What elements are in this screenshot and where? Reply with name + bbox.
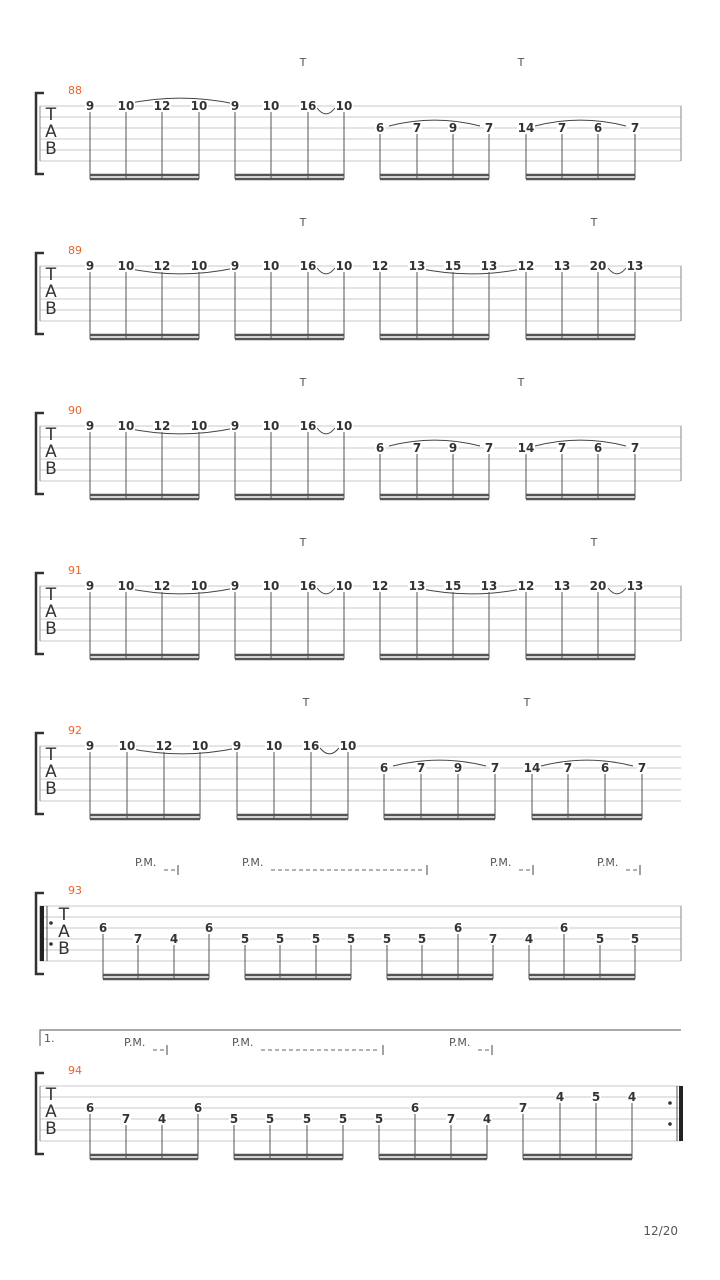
fret-number: 6 <box>98 921 108 935</box>
tap-marker: T <box>299 216 307 229</box>
fret-number: 14 <box>517 441 535 455</box>
tab-clef-letter: A <box>45 762 57 782</box>
tab-clef-letter: A <box>45 1102 57 1122</box>
tab-clef-letter: A <box>45 602 57 622</box>
fret-number: 12 <box>517 259 535 273</box>
fret-number: 7 <box>630 121 640 135</box>
measure-number: 94 <box>68 1064 82 1077</box>
fret-number: 12 <box>153 579 171 593</box>
fret-number: 5 <box>595 932 605 946</box>
tap-marker: T <box>299 376 307 389</box>
fret-number: 9 <box>230 419 240 433</box>
fret-number: 10 <box>190 259 208 273</box>
fret-number: 5 <box>265 1112 275 1126</box>
slur <box>393 760 486 766</box>
fret-number: 6 <box>193 1101 203 1115</box>
fret-number: 5 <box>302 1112 312 1126</box>
repeat-dot <box>668 1101 672 1105</box>
tab-clef-letter: T <box>45 585 57 605</box>
palm-mute-label: P.M. <box>490 856 512 869</box>
fret-number: 9 <box>230 579 240 593</box>
fret-number: 10 <box>335 419 353 433</box>
fret-number: 10 <box>190 579 208 593</box>
fret-number: 5 <box>374 1112 384 1126</box>
fret-number: 16 <box>299 419 317 433</box>
fret-number: 5 <box>311 932 321 946</box>
slur <box>417 268 526 274</box>
palm-mute-label: P.M. <box>597 856 619 869</box>
palm-mute-label: P.M. <box>232 1036 254 1049</box>
tap-marker: T <box>299 536 307 549</box>
fret-number: 7 <box>563 761 573 775</box>
tab-clef-letter: T <box>45 265 57 285</box>
fret-number: 12 <box>371 579 389 593</box>
palm-mute-label: P.M. <box>135 856 157 869</box>
fret-number: 10 <box>262 259 280 273</box>
fret-number: 10 <box>262 579 280 593</box>
fret-number: 9 <box>85 579 95 593</box>
fret-number: 10 <box>118 739 136 753</box>
tab-clef-letter: B <box>45 619 57 639</box>
fret-number: 13 <box>480 259 498 273</box>
repeat-dot <box>668 1122 672 1126</box>
slur <box>126 98 235 104</box>
measure-number: 89 <box>68 244 82 257</box>
fret-number: 5 <box>240 932 250 946</box>
fret-number: 13 <box>408 579 426 593</box>
fret-number: 12 <box>155 739 173 753</box>
fret-number: 13 <box>626 579 644 593</box>
fret-number: 10 <box>335 579 353 593</box>
fret-number: 5 <box>630 932 640 946</box>
fret-number: 5 <box>346 932 356 946</box>
fret-number: 6 <box>375 121 385 135</box>
fret-number: 5 <box>382 932 392 946</box>
fret-number: 15 <box>444 579 462 593</box>
fret-number: 15 <box>444 259 462 273</box>
fret-number: 6 <box>204 921 214 935</box>
fret-number: 5 <box>229 1112 239 1126</box>
fret-number: 7 <box>488 932 498 946</box>
fret-number: 5 <box>591 1090 601 1104</box>
fret-number: 9 <box>85 259 95 273</box>
fret-number: 10 <box>262 419 280 433</box>
fret-number: 7 <box>416 761 426 775</box>
tab-system <box>36 696 681 819</box>
fret-number: 9 <box>85 419 95 433</box>
fret-number: 10 <box>262 99 280 113</box>
fret-number: 12 <box>371 259 389 273</box>
fret-number: 4 <box>627 1090 637 1104</box>
fret-number: 10 <box>117 99 135 113</box>
palm-mute-label: P.M. <box>124 1036 146 1049</box>
slur <box>389 440 480 446</box>
fret-number: 7 <box>133 932 143 946</box>
fret-number: 7 <box>121 1112 131 1126</box>
tab-clef-letter: B <box>45 779 57 799</box>
fret-number: 9 <box>448 121 458 135</box>
slur <box>317 588 335 594</box>
tab-system <box>36 856 681 979</box>
fret-number: 20 <box>589 579 607 593</box>
slur <box>317 428 335 434</box>
fret-number: 7 <box>637 761 647 775</box>
fret-number: 9 <box>453 761 463 775</box>
fret-number: 5 <box>338 1112 348 1126</box>
fret-number: 16 <box>299 99 317 113</box>
palm-mute-label: P.M. <box>242 856 264 869</box>
slur <box>535 120 626 126</box>
fret-number: 10 <box>190 419 208 433</box>
fret-number: 12 <box>153 259 171 273</box>
fret-number: 7 <box>412 121 422 135</box>
fret-number: 10 <box>335 259 353 273</box>
fret-number: 10 <box>117 579 135 593</box>
fret-number: 4 <box>524 932 534 946</box>
fret-number: 13 <box>553 259 571 273</box>
fret-number: 7 <box>484 121 494 135</box>
fret-number: 4 <box>555 1090 565 1104</box>
slur <box>417 588 526 594</box>
tab-system <box>36 1030 681 1159</box>
measure-number: 90 <box>68 404 82 417</box>
measure-number: 88 <box>68 84 82 97</box>
slur <box>127 748 237 754</box>
fret-number: 14 <box>517 121 535 135</box>
fret-number: 10 <box>190 99 208 113</box>
fret-number: 10 <box>117 419 135 433</box>
fret-number: 9 <box>448 441 458 455</box>
fret-number: 6 <box>593 121 603 135</box>
fret-number: 16 <box>299 579 317 593</box>
fret-number: 20 <box>589 259 607 273</box>
tab-system <box>36 56 681 179</box>
fret-number: 9 <box>85 739 95 753</box>
slur <box>317 108 335 114</box>
tab-clef-letter: B <box>45 459 57 479</box>
fret-number: 7 <box>446 1112 456 1126</box>
slur <box>126 588 235 594</box>
fret-number: 6 <box>593 441 603 455</box>
tab-clef-letter: B <box>58 939 70 959</box>
tab-clef-letter: A <box>45 122 57 142</box>
fret-number: 5 <box>275 932 285 946</box>
volta-label: 1. <box>44 1032 55 1045</box>
tab-clef-letter: T <box>45 425 57 445</box>
fret-number: 6 <box>379 761 389 775</box>
slur <box>608 268 626 274</box>
fret-number: 9 <box>230 259 240 273</box>
fret-number: 14 <box>523 761 541 775</box>
palm-mute-label: P.M. <box>449 1036 471 1049</box>
tap-marker: T <box>590 216 598 229</box>
fret-number: 5 <box>417 932 427 946</box>
fret-number: 9 <box>232 739 242 753</box>
fret-number: 6 <box>453 921 463 935</box>
fret-number: 13 <box>553 579 571 593</box>
fret-number: 7 <box>412 441 422 455</box>
measure-number: 92 <box>68 724 82 737</box>
fret-number: 7 <box>518 1101 528 1115</box>
fret-number: 6 <box>600 761 610 775</box>
fret-number: 4 <box>169 932 179 946</box>
slur <box>608 588 626 594</box>
tab-clef-letter: T <box>45 745 57 765</box>
fret-number: 12 <box>153 99 171 113</box>
tab-clef-letter: T <box>58 905 70 925</box>
slur <box>317 268 335 274</box>
fret-number: 4 <box>157 1112 167 1126</box>
fret-number: 10 <box>265 739 283 753</box>
slur <box>541 760 633 766</box>
fret-number: 12 <box>517 579 535 593</box>
tap-marker: T <box>523 696 531 709</box>
fret-number: 10 <box>191 739 209 753</box>
tap-marker: T <box>302 696 310 709</box>
fret-number: 10 <box>339 739 357 753</box>
fret-number: 12 <box>153 419 171 433</box>
tab-system <box>36 536 681 659</box>
fret-number: 6 <box>559 921 569 935</box>
page-number: 12/20 <box>643 1224 678 1238</box>
fret-number: 9 <box>230 99 240 113</box>
slur <box>126 268 235 274</box>
fret-number: 16 <box>302 739 320 753</box>
tab-system <box>36 376 681 499</box>
fret-number: 6 <box>375 441 385 455</box>
fret-number: 10 <box>117 259 135 273</box>
fret-number: 16 <box>299 259 317 273</box>
fret-number: 13 <box>626 259 644 273</box>
measure-number: 91 <box>68 564 82 577</box>
slur <box>320 748 339 754</box>
fret-number: 7 <box>557 441 567 455</box>
fret-number: 10 <box>335 99 353 113</box>
repeat-dot <box>49 921 53 925</box>
tab-clef-letter: B <box>45 299 57 319</box>
slur <box>126 428 235 434</box>
fret-number: 6 <box>410 1101 420 1115</box>
tap-marker: T <box>517 376 525 389</box>
tab-clef-letter: B <box>45 1119 57 1139</box>
fret-number: 6 <box>85 1101 95 1115</box>
fret-number: 7 <box>490 761 500 775</box>
fret-number: 7 <box>630 441 640 455</box>
fret-number: 13 <box>408 259 426 273</box>
fret-number: 9 <box>85 99 95 113</box>
fret-number: 7 <box>557 121 567 135</box>
tab-clef-letter: B <box>45 139 57 159</box>
tap-marker: T <box>517 56 525 69</box>
tab-clef-letter: T <box>45 105 57 125</box>
tab-clef-letter: T <box>45 1085 57 1105</box>
tab-clef-letter: A <box>45 282 57 302</box>
repeat-dot <box>49 942 53 946</box>
fret-number: 7 <box>484 441 494 455</box>
fret-number: 13 <box>480 579 498 593</box>
tap-marker: T <box>590 536 598 549</box>
slur <box>389 120 480 126</box>
tab-clef-letter: A <box>58 922 70 942</box>
tab-clef-letter: A <box>45 442 57 462</box>
tab-system <box>36 216 681 339</box>
slur <box>535 440 626 446</box>
fret-number: 4 <box>482 1112 492 1126</box>
measure-number: 93 <box>68 884 82 897</box>
tap-marker: T <box>299 56 307 69</box>
